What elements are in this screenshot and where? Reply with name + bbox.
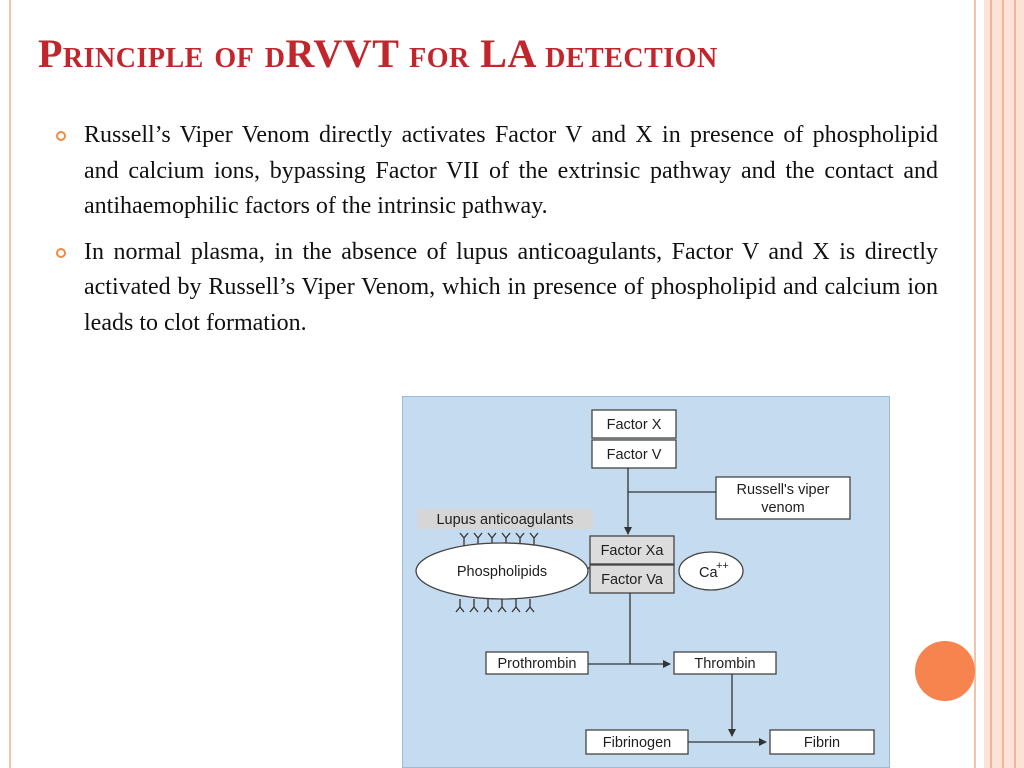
drvvt-diagram (402, 396, 890, 768)
bullet-text-1: Russell’s Viper Venom directly activates Factor V and X in presence of phospholipid and calcium ions, bypassing Factor VII of the extrinsic pathway and the contact and antihaemophilic factors of the intrinsic pathway. (84, 122, 938, 219)
factor-x-label: Factor X (606, 417, 662, 433)
bullet-item-2 (56, 235, 938, 342)
bullet-marker-icon (56, 131, 66, 141)
factor-v-label: Factor V (606, 447, 662, 463)
fibrinogen-label: Fibrinogen (602, 735, 672, 751)
factor-va-label: Factor Va (601, 572, 663, 588)
venom-label-line1: Russell's viper (736, 482, 830, 498)
decorative-stripes (984, 0, 1024, 768)
lupus-label: Lupus anticoagulants (436, 512, 574, 528)
bullet-text-2: In normal plasma, in the absence of lupus anticoagulants, Factor V and X is directly activated by Russell’s Viper Venom, which in presence of phospholipid and calcium ion leads to clot formation. (84, 238, 938, 336)
fibrin-label: Fibrin (803, 735, 841, 751)
calcium-charge: ++ (716, 560, 729, 572)
bullet-item-1 (56, 118, 938, 225)
thrombin-label: Thrombin (694, 656, 756, 672)
factor-xa-label: Factor Xa (600, 543, 664, 559)
decorative-circle (915, 641, 975, 701)
phospholipids-label: Phospholipids (456, 564, 548, 580)
bullet-marker-icon (56, 248, 66, 258)
venom-label-line2: venom (761, 500, 805, 516)
prothrombin-label: Prothrombin (497, 656, 577, 672)
bullet-list (56, 118, 938, 351)
calcium-label: Ca (699, 565, 718, 581)
slide-title: Principle of dRVVT for LA detection (38, 31, 718, 76)
